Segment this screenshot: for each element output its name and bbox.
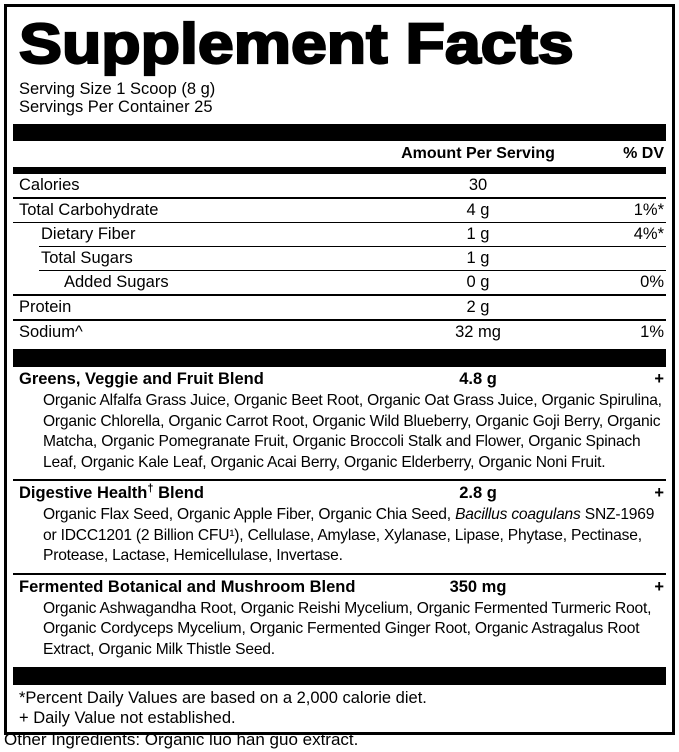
blend-dv: +	[654, 484, 664, 502]
blend-dv: +	[654, 577, 664, 596]
section-divider-bar	[13, 667, 666, 685]
supplement-facts-panel	[4, 4, 675, 735]
blend-row-fermented	[13, 575, 666, 598]
nutrient-name: Protein	[19, 298, 72, 316]
blend-amount: 2.8 g	[459, 484, 497, 502]
nutrient-amount: 32 mg	[455, 323, 501, 341]
nutrient-amount: 1 g	[466, 249, 490, 267]
column-header-row	[13, 141, 666, 167]
nutrient-amount: 30	[468, 176, 488, 194]
section-divider-bar	[13, 124, 666, 141]
blend-name-text: Blend	[153, 484, 204, 502]
blend-name: Fermented Botanical and Mushroom Blend	[19, 577, 356, 596]
nutrient-dv: 1%*	[633, 201, 664, 219]
nutrient-name: Sodium^	[19, 323, 83, 341]
nutrient-row-protein	[13, 296, 666, 319]
nutrient-row-sodium	[13, 321, 666, 344]
footnote-dv-not-established: + Daily Value not established.	[19, 708, 236, 727]
nutrient-amount: 2 g	[466, 298, 490, 316]
section-divider-bar	[13, 167, 666, 174]
blend-name: Greens, Veggie and Fruit Blend	[19, 370, 264, 388]
serving-size: Serving Size 1 Scoop (8 g)	[19, 80, 216, 98]
section-divider-bar	[13, 349, 666, 367]
nutrient-amount: 1 g	[466, 225, 490, 243]
nutrient-dv: 4%*	[633, 225, 664, 243]
nutrient-name: Added Sugars	[64, 273, 169, 291]
nutrient-row-dietary-fiber	[13, 223, 666, 246]
blend-row-digestive	[13, 481, 666, 504]
other-ingredients: Other Ingredients: Organic luo han guo extract.	[4, 730, 359, 749]
serving-info	[19, 81, 666, 116]
nutrient-name: Total Sugars	[41, 249, 133, 267]
nutrient-row-total-carbohydrate	[13, 199, 666, 222]
blend-ingredients-fermented: Organic Ashwagandha Root, Organic Reishi Mycelium, Organic Fermented Turmeric Root, Organic Cordyceps Mycelium, Organic Fermented Ginger Root, Organic Astragalus Root Extract, Organic Milk Thistle Seed.	[43, 599, 652, 658]
footnote-percent-dv: *Percent Daily Values are based on a 2,000 calorie diet.	[19, 689, 427, 707]
nutrient-name: Dietary Fiber	[41, 225, 136, 243]
nutrient-row-calories	[13, 174, 666, 197]
nutrient-amount: 4 g	[466, 201, 490, 219]
nutrient-dv: 0%	[640, 273, 664, 291]
ingredients-italic-species: Bacillus coagulans	[455, 506, 581, 523]
ingredients-text: Organic Flax Seed, Organic Apple Fiber, Organic Chia Seed,	[43, 506, 456, 523]
nutrient-row-total-sugars	[13, 247, 666, 270]
nutrient-name: Calories	[19, 176, 80, 194]
blend-name-text: Digestive Health	[19, 484, 148, 502]
footnotes	[19, 689, 666, 728]
blend-ingredients-greens: Organic Alfalfa Grass Juice, Organic Beet Root, Organic Oat Grass Juice, Organic Spirulina, Organic Chlorella, Organic Carrot Root, Organic Wild Blueberry, Organic Goji Berry, Organic Matcha, Organic Pomegranate Fruit, Organic Broccoli Stalk and Flower, Organic Spinach Leaf, Organic Kale Leaf, Organic Acai Berry, Organic Elderberry, Organic Noni Fruit.	[43, 392, 662, 471]
nutrient-amount: 0 g	[466, 273, 490, 291]
blend-amount: 350 mg	[449, 577, 507, 596]
panel-title: Supplement Facts	[19, 12, 574, 76]
nutrient-dv: 1%	[640, 323, 664, 341]
blend-row-greens	[13, 367, 666, 390]
blend-name	[19, 484, 204, 502]
percent-dv-header: % DV	[623, 145, 664, 162]
blend-amount: 4.8 g	[459, 370, 497, 388]
blend-ingredients-digestive	[13, 504, 666, 569]
nutrient-name: Total Carbohydrate	[19, 201, 159, 219]
nutrient-row-added-sugars	[13, 271, 666, 294]
ingredients-text: SNZ-1969 or IDCC1201 (2 Billion CFU¹), Cellulase, Amylase, Xylanase, Lipase, Phytase, Pectinase, Protease, Lactase, Hemicellulase, Invertase.	[43, 506, 655, 564]
dagger-mark: †	[147, 482, 154, 495]
amount-per-serving-header: Amount Per Serving	[401, 145, 555, 162]
servings-per-container: Servings Per Container 25	[19, 97, 213, 116]
blend-dv: +	[654, 370, 664, 388]
